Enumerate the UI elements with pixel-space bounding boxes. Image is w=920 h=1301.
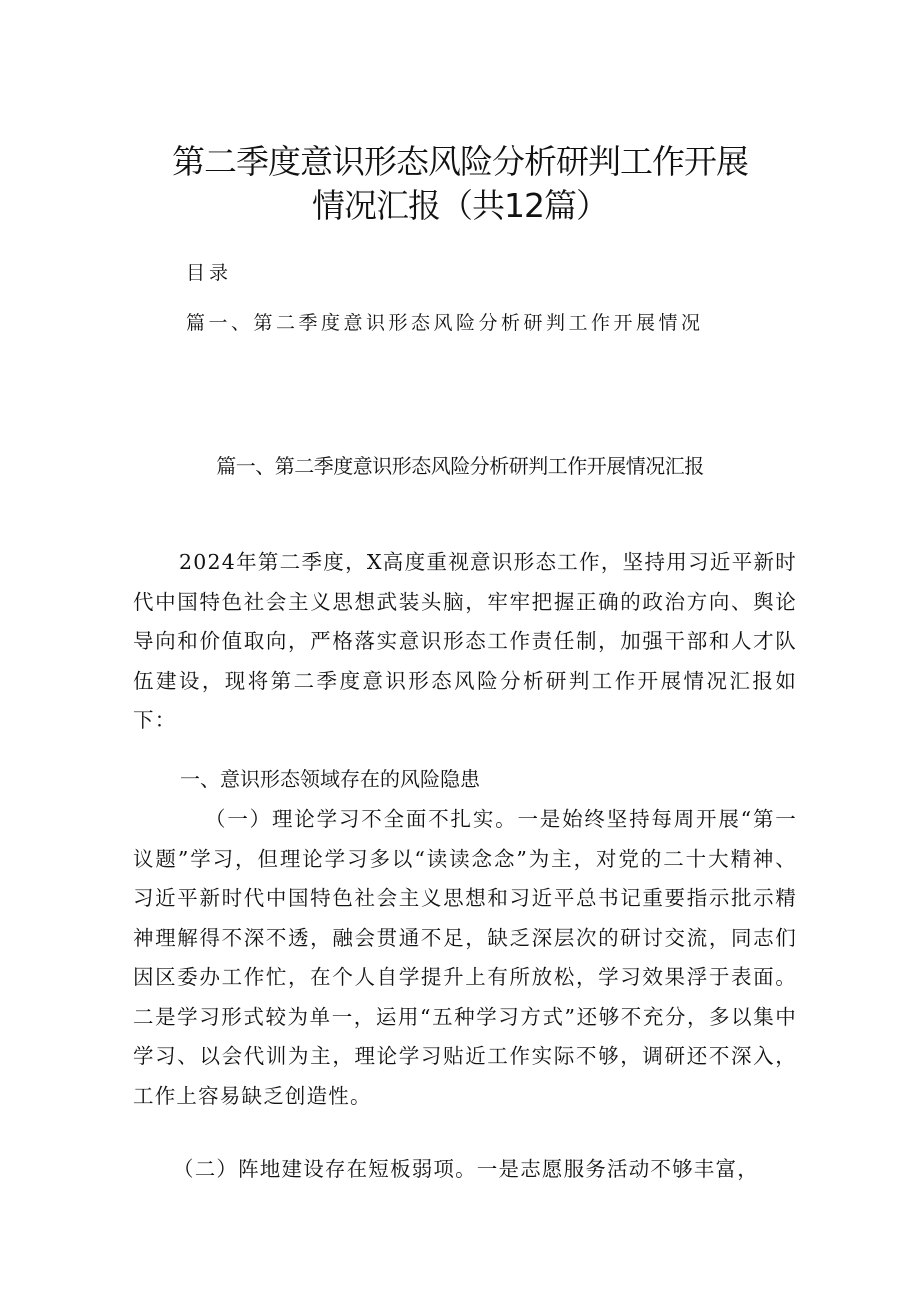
toc-heading: 目录 (186, 262, 233, 284)
paragraph-item-2: （二）阵地建设存在短板弱项。一是志愿服务活动不够丰富， (173, 1157, 759, 1181)
paragraph-item-1: （一）理论学习不全面不扎实。一是始终坚持每周开展“第一议题”学习，但理论学习多以“读读念念”为主，对党的二十大精神、习近平新时代中国特色社会主义思想和习近平总书记重要指示批示精神理解得不深不透，融会贯通不足，缺乏深层次的研讨交流，同志们因区委办工作忙，在个人自学提升上有所放松，学习效果浮于表面。二是学习形式较为单一，运用“五种学习方式”还够不充分，多以集中学习、以会代训为主，理论学习贴近工作实际不够，调研还不深入，工作上容易缺乏创造性。 (133, 807, 797, 1108)
document-title-line-2: 情况汇报（共12篇） (312, 186, 608, 225)
toc-item: 篇一、第二季度意识形态风险分析研判工作开展情况 (186, 312, 704, 334)
intro-paragraph: 2024年第二季度，X高度重视意识形态工作，坚持用习近平新时代中国特色社会主义思想武装头脑，牢牢把握正确的政治方向、舆论导向和价值取向，严格落实意识形态工作责任制，加强干部和人才队伍建设，现将第二季度意识形态风险分析研判工作开展情况汇报如下： (133, 550, 797, 732)
section-title: 篇一、第二季度意识形态风险分析研判工作开展情况汇报 (216, 454, 704, 478)
section-heading-1: 一、意识形态领域存在的风险隐患 (180, 767, 480, 791)
document-title-line-1: 第二季度意识形态风险分析研判工作开展 (172, 142, 748, 181)
